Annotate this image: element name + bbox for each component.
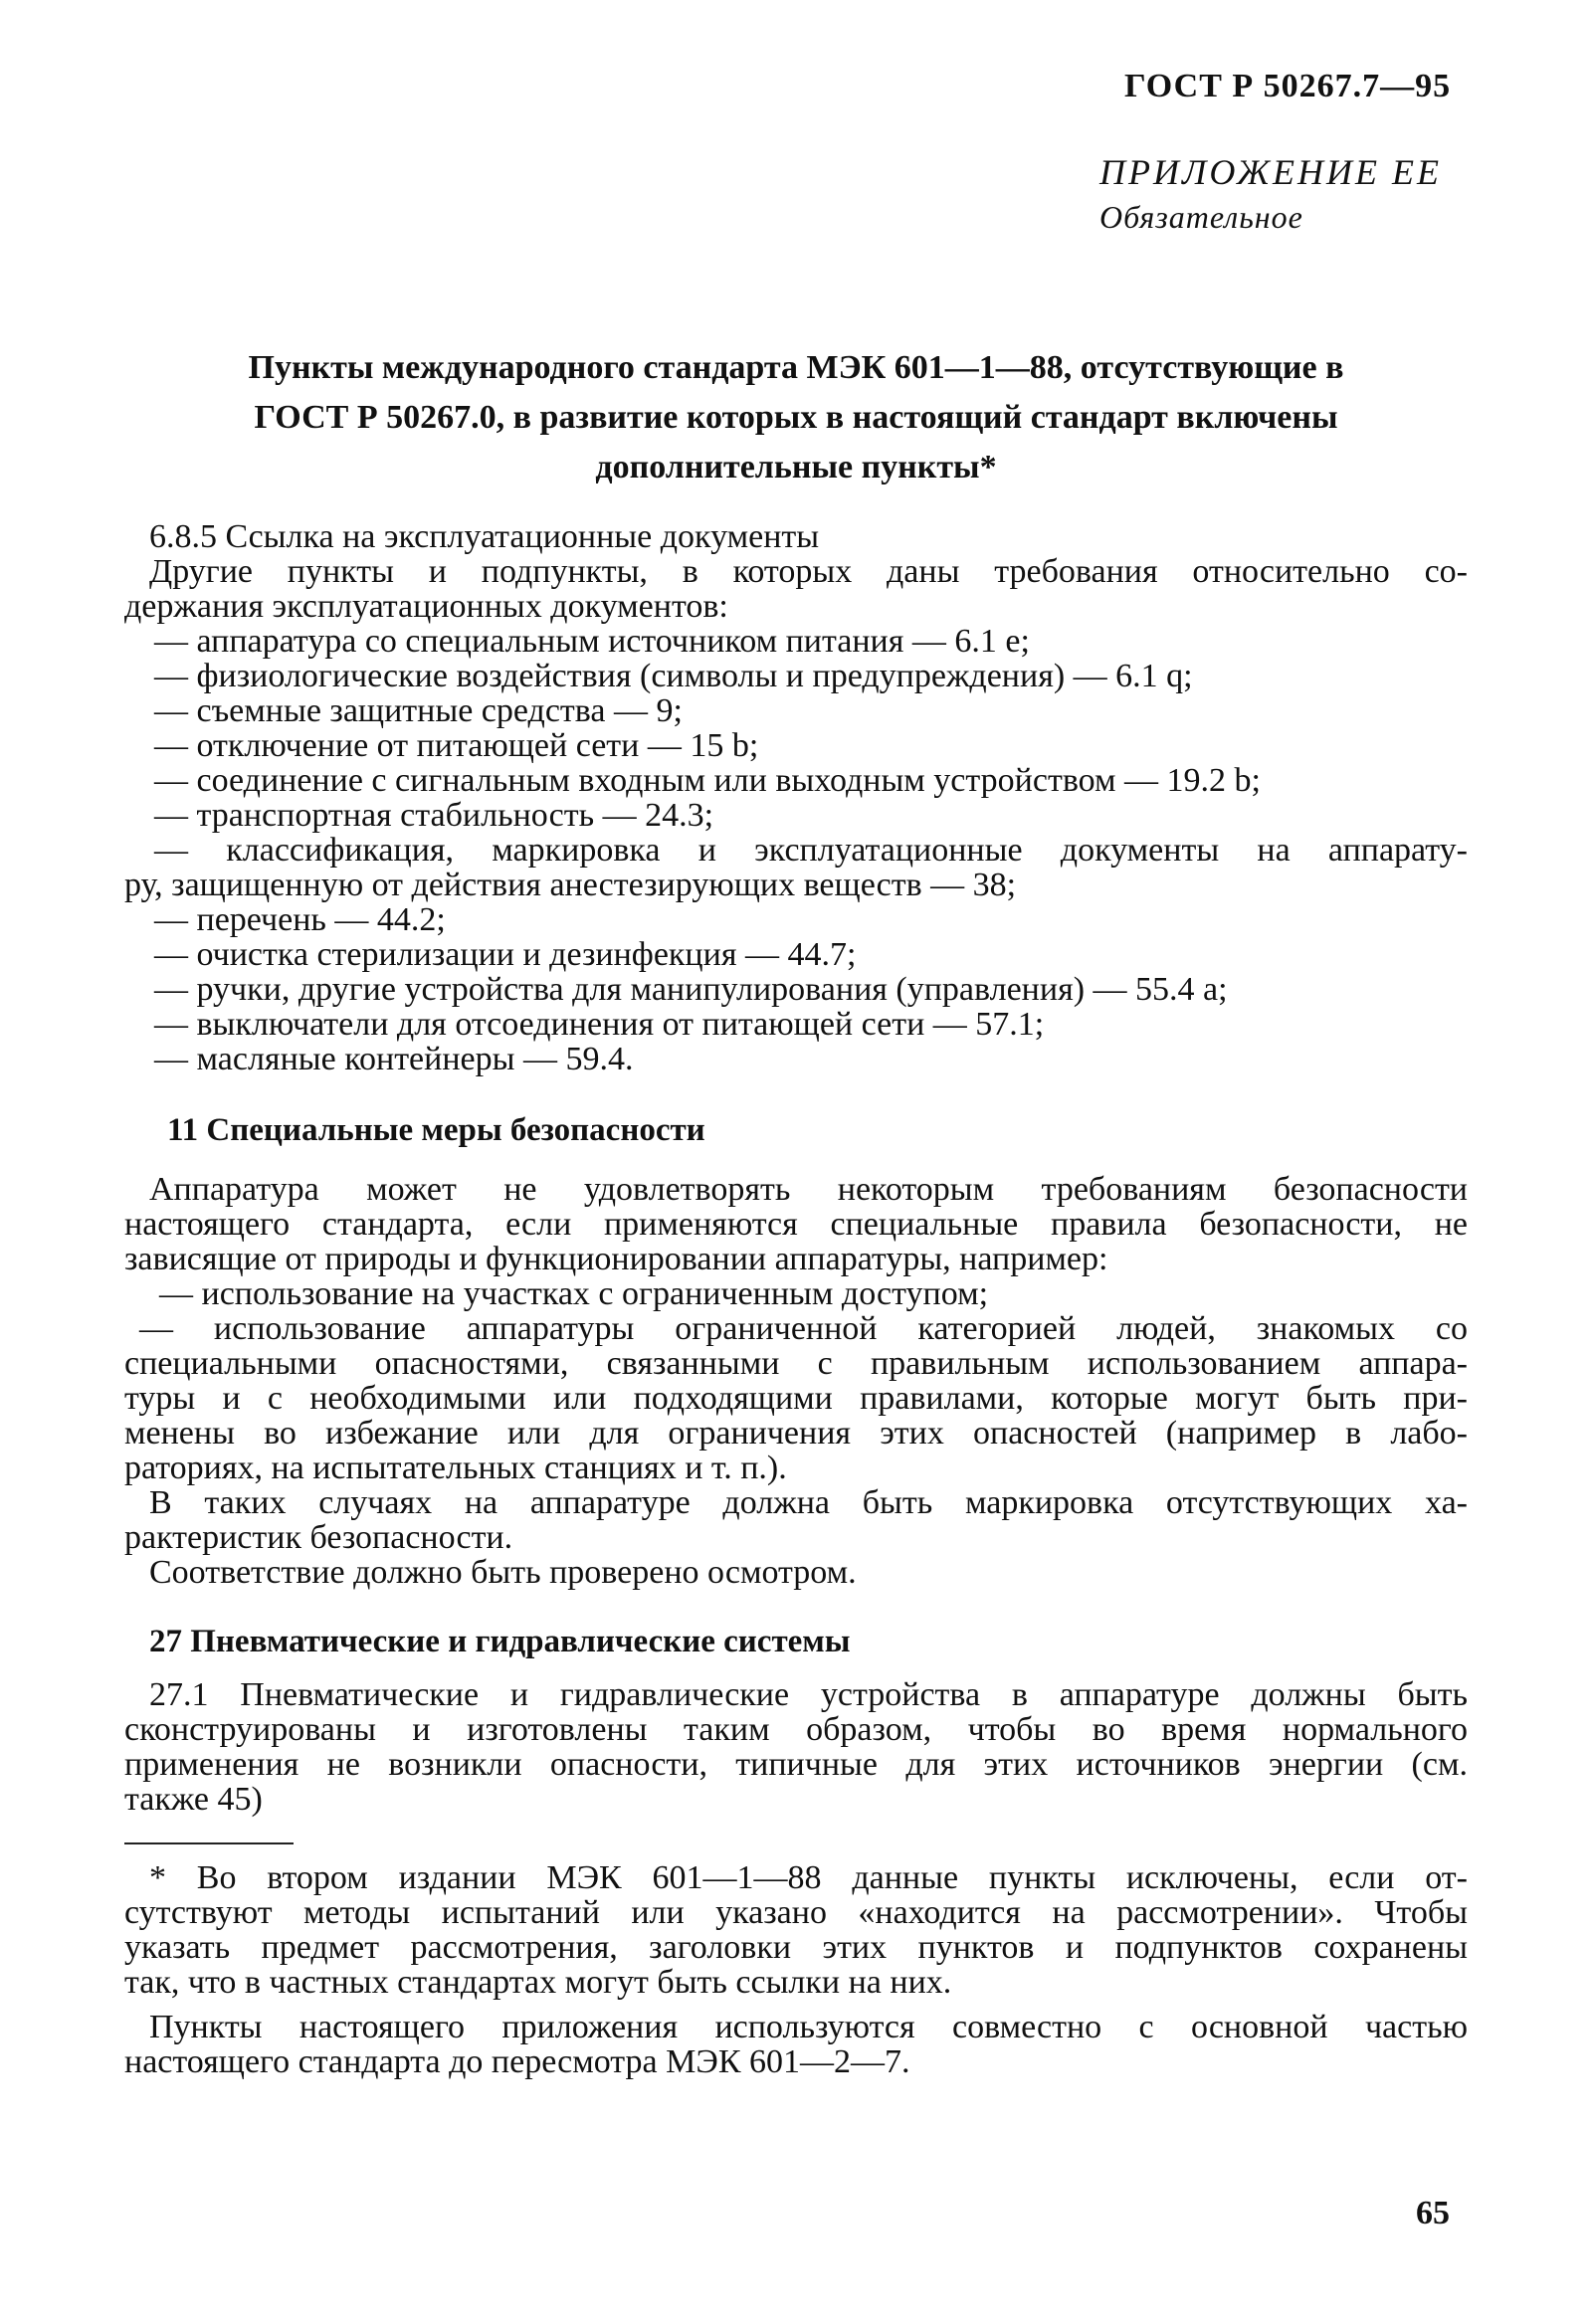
list-item-continuation: туры и с необходимыми или подходящими правилами, которые могут быть при- (124, 1380, 1468, 1417)
paragraph-line: 27.1 Пневматические и гидравлические устройства в аппаратуре должны быть (149, 1676, 1468, 1713)
list-item: — масляные контейнеры — 59.4. (154, 1041, 634, 1077)
section-27 (124, 1676, 1468, 1818)
footnote-line: так, что в частных стандартах могут быть ссылки на них. (124, 1964, 952, 2001)
footnotes (124, 1859, 1468, 2080)
paragraph-line: Другие пункты и подпункты, в которых даны требования относительно со- (149, 553, 1468, 590)
appendix-title: ПРИЛОЖЕНИЕ ЕЕ (1099, 152, 1442, 192)
footnote-line: Пункты настоящего приложения используются совместно с основной частью (149, 2009, 1468, 2045)
list-item: — соединение с сигнальным входным или выходным устройством — 19.2 b; (154, 762, 1261, 799)
paragraph-line: Аппаратура может не удовлетворять некоторым требованиям безопасности (149, 1171, 1468, 1208)
paragraph-line: рактеристик безопасности. (124, 1519, 513, 1556)
list-item: — использование аппаратуры ограниченной категорией людей, знакомых со (139, 1310, 1468, 1347)
section-heading: 6.8.5 Ссылка на эксплуатационные документы (149, 518, 820, 555)
main-heading (149, 343, 1443, 492)
paragraph-line: зависящие от природы и функционировании аппаратуры, например: (124, 1241, 1108, 1277)
main-heading-line: дополнительные пункты* (595, 449, 997, 485)
list-item: — очистка стерилизации и дезинфекция — 44.7; (154, 936, 857, 973)
list-item-continuation: ру, защищенную от действия анестезирующих веществ — 38; (124, 867, 1017, 903)
list-item: — аппаратура со специальным источником питания — 6.1 е; (154, 623, 1030, 660)
list-item: — физиологические воздействия (символы и предупреждения) — 6.1 q; (154, 658, 1193, 694)
list-item-continuation: менены во избежание или для ограничения этих опасностей (например в лабо- (124, 1415, 1468, 1452)
standard-code: ГОСТ Р 50267.7—95 (1124, 68, 1452, 104)
paragraph-line: также 45) (124, 1781, 263, 1818)
list-item: — отключение от питающей сети — 15 b; (154, 727, 759, 764)
list-item: — использование на участках с ограниченным доступом; (159, 1275, 989, 1312)
list-item-continuation: специальными опасностями, связанными с правильным использованием аппара- (124, 1345, 1468, 1382)
paragraph-line: применения не возникли опасности, типичные для этих источников энергии (см. (124, 1746, 1468, 1783)
main-heading-line: ГОСТ Р 50267.0, в развитие которых в настоящий стандарт включены (254, 399, 1338, 436)
section-27-heading: 27 Пневматические и гидравлические системы (149, 1624, 851, 1659)
list-item-continuation: раториях, на испытательных станциях и т. п.). (124, 1450, 787, 1486)
section-6-8-5 (124, 518, 1468, 1077)
list-item: — перечень — 44.2; (154, 901, 446, 938)
footnote-divider (124, 1842, 294, 1844)
paragraph-line: настоящего стандарта, если применяются специальные правила безопасности, не (124, 1206, 1468, 1243)
paragraph-line: держания эксплуатационных документов: (124, 588, 728, 625)
main-heading-line: Пункты международного стандарта МЭК 601—1—88, отсутствующие в (248, 349, 1344, 386)
list-item: — съемные защитные средства — 9; (154, 692, 683, 729)
paragraph-line: В таких случаях на аппаратуре должна быть маркировка отсутствующих ха- (149, 1484, 1468, 1521)
section-11-heading: 11 Специальные меры безопасности (167, 1112, 705, 1148)
list-item: — ручки, другие устройства для манипулирования (управления) — 55.4 а; (154, 971, 1228, 1008)
list-item: — выключатели для отсоединения от питающей сети — 57.1; (154, 1006, 1045, 1043)
paragraph-line: Соответствие должно быть проверено осмотром. (149, 1554, 857, 1591)
footnote-line: настоящего стандарта до пересмотра МЭК 601—2—7. (124, 2043, 910, 2080)
footnote-line: указать предмет рассмотрения, заголовки этих пунктов и подпунктов сохранены (124, 1929, 1468, 1966)
page-number: 65 (1416, 2195, 1450, 2231)
list-item: — классификация, маркировка и эксплуатационные документы на аппарату- (154, 832, 1468, 869)
section-11 (124, 1171, 1468, 1591)
footnote-line: сутствуют методы испытаний или указано «находится на рассмотрении». Чтобы (124, 1894, 1468, 1931)
list-item: — транспортная стабильность — 24.3; (154, 797, 714, 834)
paragraph-line: сконструированы и изготовлены таким образом, чтобы во время нормального (124, 1711, 1468, 1748)
appendix-status: Обязательное (1099, 199, 1303, 235)
footnote-line: * Во втором издании МЭК 601—1—88 данные пункты исключены, если от- (149, 1859, 1468, 1896)
